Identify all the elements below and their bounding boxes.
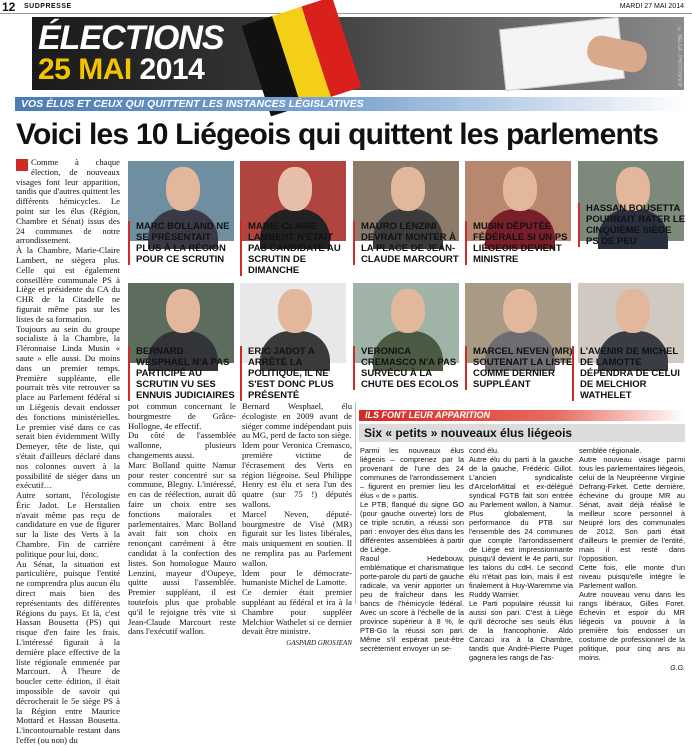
banner-title: ÉLECTIONS — [38, 19, 224, 57]
issue-date: MARDI 27 MAI 2014 — [619, 3, 684, 10]
intro-paragraph: Autre sortant, l'écologiste Éric Jadot. Le Herstalien n'avait même pas reçu de candidature en vue de figurer sur la liste des Verts à la Chambre. Fin de carrière politique pour lui, donc. — [16, 490, 120, 559]
page-number: 12 — [2, 0, 16, 14]
sidebar-paragraph: Autre élu du parti à la gauche de la gauche, Frédéric Gillot. L'ancien syndicaliste d'ArcelorMittal et ex-délégué syndical FGTB fait son entrée au Parlement wallon, à Namur. Plus globalement, la performance du PTB sur l'ensemble des 24 communes que compte l'arrondissement de Liège est impressionnante puisqu'il devient le 4e parti, sur les talons du cdH. Le second élu n'était pas loin, mais il est finalement à Huy-Waremme via Ruddy Warnier. — [469, 455, 573, 599]
sidebar-paragraph: cond élu. — [469, 446, 499, 455]
column-divider — [355, 402, 356, 604]
portrait-caption: MARIE-CLAIRE LAMBERT N'ÉTAIT PAS CANDIDATE AU SCRUTIN DE DIMANCHE — [240, 221, 348, 276]
intro-paragraph: Toujours au sein du groupe socialiste à la Chambre, la Fléronnaise Linda Musin « saute » elle aussi. Du moins dans un premier temps. Première suppléante, elle pourrait très vite retrouver sa place au Parlement fédéral si un Liégeois devait endosser des fonctions ministérielles. Le premier visé dans ce cas serait bien évidemment Willy Demeyer, tête de liste, qui s'était d'ailleurs déclaré dans nos colonnes ouvert à la possibilité de siéger dans un exécutif… — [16, 323, 120, 491]
body-paragraph: Marc Bolland quitte Namur pour rester concentré sur sa commune, Blegny. L'intéressé, en cas de réélection, aurait dû faire un choix entre ses fonctions maïorales et parlementaires. Marc Bolland avait fait son choix en renonçant carrément à être candidat à la confection des listes. Son homologue Mauro Lenzini, mayeur d'Oupeye, quitte aussi l'assemblée. Premier suppléant, il est toutefois plus que probable qu'il le rejoigne très vite si Jean-Claude Marcourt reste dans l'exécutif wallon. — [128, 459, 236, 637]
body-paragraph: Marcel Neven, député-bourgmestre de Visé (MR) figurait sur les listes libérales, mais uniquement en soutien. Il ne remplira pas au Parlement wallon. — [242, 508, 352, 568]
intro-paragraph: Au Sénat, la situation est particulière, puisque l'entité ne comprendra plus aucun élu direct mais bien des représentants des différentes Régions du pays. Et là, c'est Hassan Bousetta (PS) qui risque d'en faire les frais. L'intéressé figurait à la dernière place effective de la liste régionale emmenée par Marcourt. À l'heure de boucler cette édition, il était impossible de savoir qui décrocherait le 5e siège PS à la Région entre Maurice Mottard et Hassan Bousetta. L'incontournable restant dans l'effet (ou non) du — [16, 558, 120, 746]
body-paragraph: Bernard Wesphael, élu écologiste en 2009 avant de siéger comme indépendant puis au MG, perd de facto son siège. — [242, 401, 352, 441]
banner-date: 25 MAI 2014 — [38, 53, 205, 86]
sidebar-signature: G.G. — [670, 665, 685, 672]
page-header — [0, 0, 692, 14]
sidebar-column — [469, 446, 573, 662]
portrait-caption: BERNARD WESPHAEL N'A PAS PARTICIPÉ AU SCRUTIN VU SES ENNUIS JUDICIAIRES — [128, 346, 236, 401]
intro-paragraph: Comme à chaque élection, de nouveaux visages font leur apparition, tandis que d'autres quittent les différents hémicycles. Le point sur les élus (Région, Chambre et Sénat) issus des 24 communes de notre arrondissement. — [16, 157, 120, 246]
body-paragraph: pot commun concernant le bourgmestre de Grâce-Hollogne, 4e effectif. — [128, 401, 236, 431]
sidebar-paragraph: Autre nouveau venu dans les rangs libéraux, Gilles Foret. Échevin et espoir du MR liégeois va pouvoir à la première fois endosser un costume de professionnel de la politique, pour cinq ans au moins. — [579, 590, 685, 662]
body-paragraph: Ce dernier était premier suppléant au fédéral et ira à la Chambre pour suppléer Melchior Wathelet si ce dernier devait être ministre. — [242, 587, 352, 637]
elections-banner — [32, 17, 684, 90]
portrait-caption: MUSIN DÉPUTÉE FÉDÉRALE SI UN PS LIÉGEOIS DEVIENT MINISTRE — [465, 221, 573, 265]
portrait-caption: HASSAN BOUSETTA POURRAIT RATER LE CINQUIÈME SIÈGE PS DE PEU — [578, 203, 686, 247]
sidebar-column — [579, 446, 685, 672]
article-intro — [16, 157, 120, 746]
sidebar-paragraph: Le Parti populaire réussit lui aussi son pari. C'est à Liège qu'il décroche ses seuls élus de la francophonie. Aldo Carcaci ira à la Chambre, tandis que André-Pierre Puget gagnera les rangs de l'as- — [469, 599, 573, 662]
author-signature: GASPARD GROSJEAN — [286, 639, 352, 648]
sidebar-paragraph: Autre nouveau visage parmi tous les parlementaires liégeois, celui de la Neupréenne Virginie Defrang-Firket. Cette dernière, échevine du groupe MR au Sénat, avait déjà réalisé le meilleur score personnel à Neupré lors des communales de 2012. Son parti était d'ailleurs le premier de l'entité, mais il est resté dans l'opposition. — [579, 455, 685, 563]
kicker: VOS ÉLUS ET CEUX QUI QUITTENT LES INSTANCES LÉGISLATIVES — [15, 97, 685, 111]
sidebar-label: ILS FONT LEUR APPARITION — [359, 410, 685, 421]
sidebar-paragraph: Raoul Hedebouw, emblématique et charismatique porte-parole du parti de gauche radicale, va venir apporter un peu de fraîcheur dans les bancs de l'hémicycle fédéral. Avec un score à l'échelle de la province supérieur à 8 %, le PTB-Go la réussi son pari. Même s'il espérait peut-être secrètement envoyer un se- — [360, 554, 464, 653]
article-column — [242, 401, 352, 648]
body-paragraph: Du côté de l'assemblée wallonne, plusieurs changements aussi. — [128, 430, 236, 460]
sidebar-paragraph: Le PTB, flanqué du signe GO (pour gauche ouverte) lors de ce triple scrutin, a réussi son pari : envoyer des élus dans les différentes assemblées à partir de Liège. — [360, 500, 464, 554]
portrait-caption: MAURO LENZINI DEVRAIT MONTER À LA PLACE DE JEAN-CLAUDE MARCOURT — [353, 221, 461, 265]
section-label: SUDPRESSE — [24, 3, 72, 10]
sidebar-paragraph: Parmi les nouveaux élus liégeois – comprenez par la provenant de l'une des 24 communes de l'arrondissement – figurent en premier lieu les élus « de » partis. — [360, 446, 464, 500]
portrait-caption: MARCEL NEVEN (MR) SOUTENAIT LA LISTE COMME DERNIER SUPPLÉANT — [465, 346, 573, 390]
portrait-caption: L'AVENIR DE MICHEL DE LAMOTTE DÉPENDRA DE CELUI DE MELCHIOR WATHELET — [572, 346, 684, 401]
sidebar-paragraph: semblée régionale. — [579, 446, 642, 455]
sidebar-paragraph: Cette fois, elle monte d'un niveau puisqu'elle intègre le Parlement wallon. — [579, 563, 685, 590]
body-paragraph: Idem pour Veronica Cremasco, première victime de l'écrasement des Verts en région liégeoise. Seul Philippe Henry est élu et sera l'un des quatre (sur 75 !) députés wallons. — [242, 440, 352, 509]
portrait-caption: ERIC JADOT A ARRÊTÉ LA POLITIQUE, IL NE S'EST DONC PLUS PRÉSENTÉ — [240, 346, 348, 401]
sidebar-title: Six « petits » nouveaux élus liégeois — [359, 424, 685, 442]
article-column — [128, 401, 236, 637]
sidebar-column — [360, 446, 464, 653]
portrait-caption: VERONICA CREMASCO N'A PAS SURVÉCU À LA CHUTE DES ECOLOS — [353, 346, 461, 390]
headline: Voici les 10 Liégeois qui quittent les parlements — [16, 118, 659, 151]
photo-credit: © BELGA - PHOTOSHOP — [676, 27, 682, 88]
body-paragraph: Idem pour le démocrate-humaniste Michel de Lamotte. — [242, 567, 352, 588]
dropcap-icon — [16, 159, 28, 171]
portrait-caption: MARC BOLLAND NE SE PRÉSENTAIT PLUS À LA RÉGION POUR CE SCRUTIN — [128, 221, 236, 265]
intro-paragraph: À la Chambre, Marie-Claire Lambert, ne siègera plus. Celle qui est également conseillère communale PS à Liège et présidente du CA du CHR de la Citadelle ne figurait même pas sur les listes de sa formation. — [16, 245, 120, 324]
